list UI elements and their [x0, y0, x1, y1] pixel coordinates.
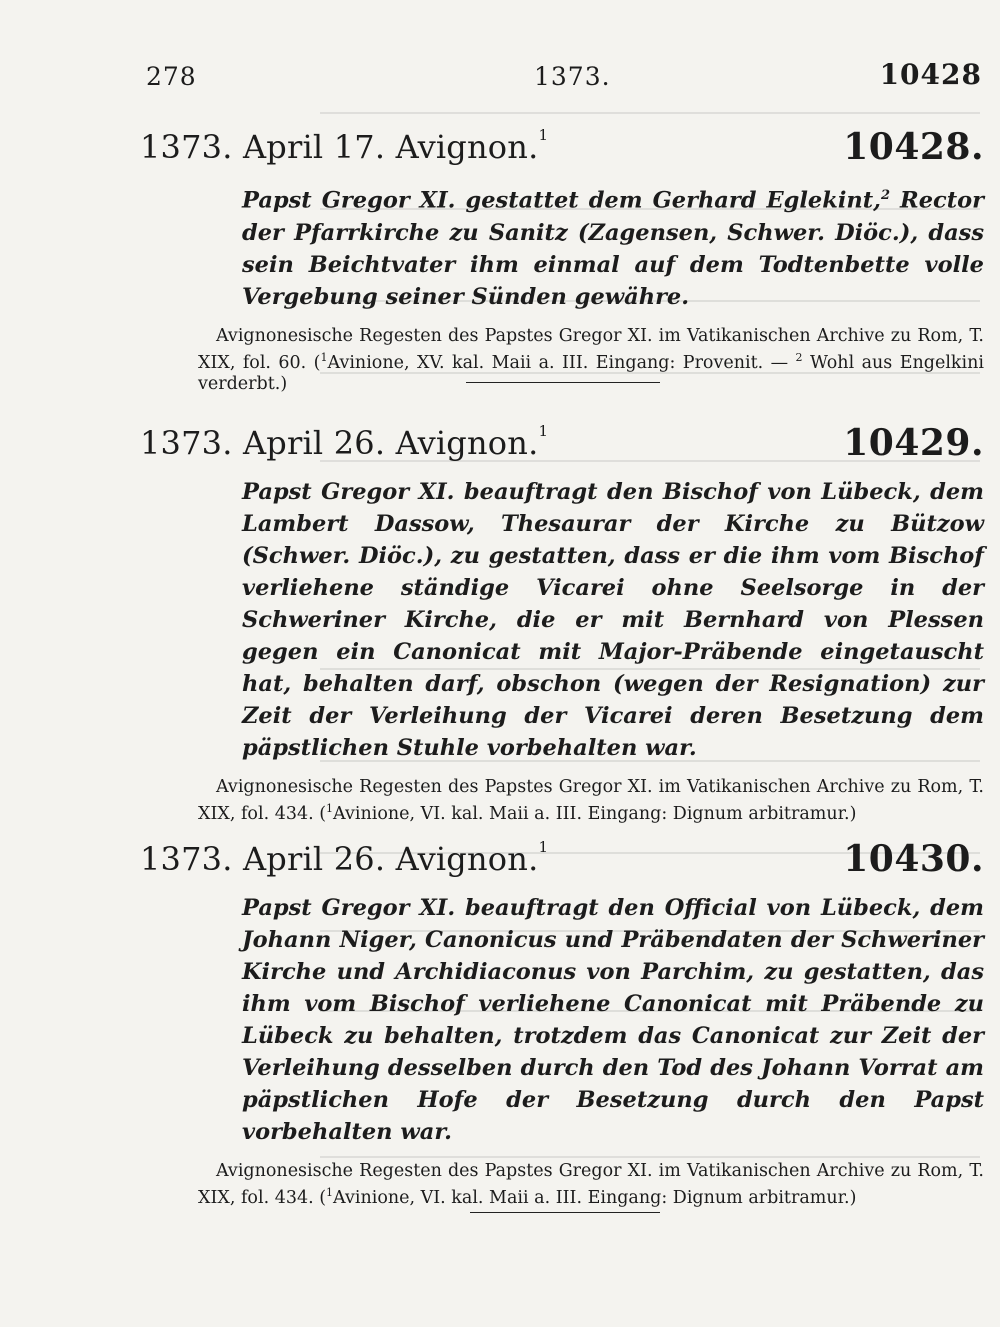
- running-entry-number: 10428: [879, 58, 982, 91]
- entry-10428: [140, 128, 984, 395]
- footnote-mark: 1: [538, 838, 549, 856]
- entry-heading: [140, 424, 984, 476]
- running-year: 1373.: [534, 62, 611, 91]
- footnote-mark: 1: [538, 126, 549, 144]
- entry-source: Avignonesische Regesten des Papstes Gregor XI. im Vatikanischen Archive zu Rom, T. XIX, fol. 434. ($^1$Avinione, VI. kal. Maii a. III. Eingang: Dignum arbitramur.): [198, 1161, 984, 1208]
- entry-summary: Papst Gregor XI. gestattet dem Gerhard Eglekint,$^2$ Rector der Pfarrkirche zu Sanitz (Zagensen, Schwer. Diöc.), dass sein Beichtvater ihm einmal auf dem Todtenbette volle Vergebung seiner Sünden gewähre.: [242, 187, 984, 310]
- footnote-mark: 1: [326, 1186, 334, 1199]
- separator-rule: [466, 382, 660, 383]
- entry-number: 10430.: [843, 838, 984, 880]
- separator-rule: [470, 1212, 660, 1213]
- entry-summary: Papst Gregor XI. beauftragt den Official von Lübeck, dem Johann Niger, Canonicus und Präbendaten der Schweriner Kirche und Archidiaconus von Parchim, zu gestatten, das ihm vom Bischof verliehene Canonicat mit Präbende zu Lübeck zu behalten, trotzdem das Canonicat zur Zeit der Verleihung desselben durch den Tod des Johann Vorrat am päpstlichen Hofe der Besetzung durch den Papst vorbehalten war.: [242, 895, 984, 1145]
- entry-10430: [140, 840, 984, 1209]
- footnote-mark: 1: [538, 422, 549, 440]
- entry-date: 1373. April 26. Avignon.$^1$: [140, 422, 549, 462]
- entry-date: 1373. April 17. Avignon.$^1$: [140, 126, 549, 166]
- entry-date: 1373. April 26. Avignon.$^1$: [140, 838, 549, 878]
- footnote-mark: 2: [795, 350, 803, 364]
- entry-heading: [140, 840, 984, 892]
- footnote-mark: 1: [320, 350, 328, 364]
- entry-summary: Papst Gregor XI. beauftragt den Bischof von Lübeck, dem Lambert Dassow, Thesaurar der Kirche zu Bützow (Schwer. Diöc.), zu gestatten, dass er die ihm vom Bischof verliehene ständige Vicarei ohne Seelsorge in der Schweriner Kirche, die er mit Bernhard von Plessen gegen ein Canonicat mit Major-Präbende eingetauscht hat, behalten darf, obschon (wegen der Resignation) zur Zeit der Verleihung der Vicarei deren Besetzung dem päpstlichen Stuhle vorbehalten war.: [242, 479, 984, 761]
- footnote-mark: 1: [326, 802, 334, 815]
- entry-number: 10429.: [843, 422, 984, 464]
- entry-10429: [140, 424, 984, 825]
- entry-number: 10428.: [843, 126, 984, 168]
- entry-source: Avignonesische Regesten des Papstes Gregor XI. im Vatikanischen Archive zu Rom, T. XIX, fol. 60. ($^1$Avinione, XV. kal. Maii a. III. Eingang: Provenit. — $^2$ Wohl aus Engelkini verderbt.): [198, 325, 984, 395]
- running-head: [146, 58, 982, 102]
- entry-source: Avignonesische Regesten des Papstes Gregor XI. im Vatikanischen Archive zu Rom, T. XIX, fol. 434. ($^1$Avinione, VI. kal. Maii a. III. Eingang: Dignum arbitramur.): [198, 777, 984, 824]
- entry-heading: [140, 128, 984, 180]
- footnote-mark: 2: [880, 188, 890, 203]
- page-number: 278: [146, 62, 197, 91]
